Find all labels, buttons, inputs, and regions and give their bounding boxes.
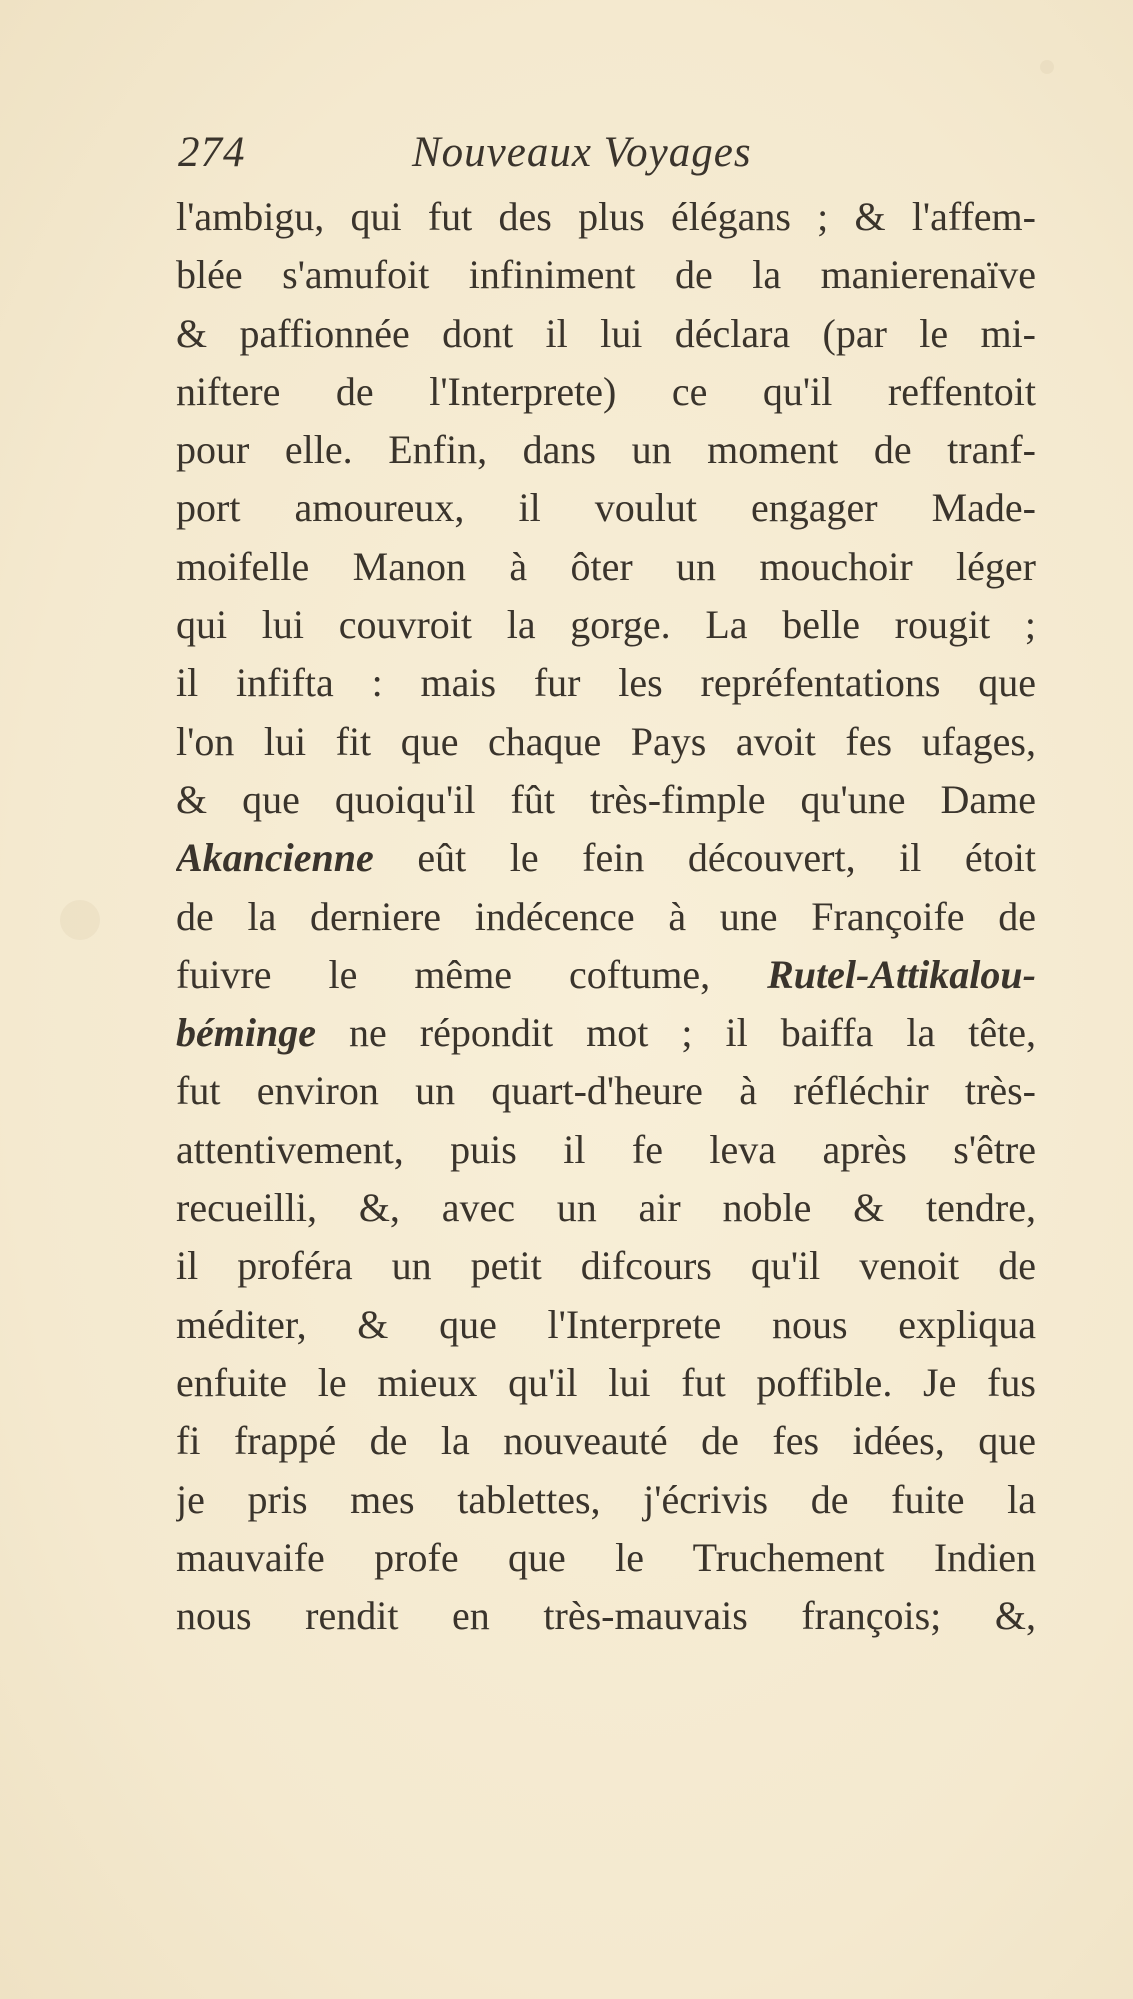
paper-stain — [1040, 60, 1054, 74]
page-number: 274 — [178, 129, 246, 176]
text-line: mauvaife profe que le Truchement Indien — [176, 1534, 1036, 1580]
running-title: Nouveaux Voyages — [412, 129, 752, 176]
text-line: fi frappé de la nouveauté de fes idées, que — [176, 1418, 1036, 1464]
paper-stain — [60, 900, 100, 940]
text-line: niftere de l'Interprete) ce qu'il reffentoit — [176, 368, 1036, 414]
text-line: l'on lui fit que chaque Pays avoit fes ufages, — [176, 718, 1036, 764]
text-line: pour elle. Enfin, dans un moment de tranf- — [176, 427, 1036, 473]
text-line: & paffionnée dont il lui déclara (par le mi- — [176, 310, 1036, 356]
text-line: de la derniere indécence à une Françoife de — [176, 893, 1036, 939]
text-line: & que quoiqu'il fût très-fimple qu'une Dame — [176, 776, 1036, 822]
body-text — [176, 188, 1036, 1645]
text-line: blée s'amufoit infiniment de la manierenaïve — [176, 252, 1036, 298]
text-line: recueilli, &, avec un air noble & tendre, — [176, 1185, 1036, 1231]
text-line: fuivre le même coftume, Rutel-Attikalou- — [176, 951, 1036, 997]
page-header — [178, 128, 978, 188]
text-line: Akancienne eût le fein découvert, il étoit — [176, 835, 1036, 881]
text-line: béminge ne répondit mot ; il baiffa la tête, — [176, 1010, 1036, 1056]
text-line: je pris mes tablettes, j'écrivis de fuite la — [176, 1476, 1036, 1522]
text-line: port amoureux, il voulut engager Made- — [176, 485, 1036, 531]
text-line: fut environ un quart-d'heure à réfléchir très- — [176, 1068, 1036, 1114]
text-line: enfuite le mieux qu'il lui fut poffible. Je fus — [176, 1359, 1036, 1405]
italic-proper-noun: Akancienne — [176, 835, 374, 881]
text-line: il proféra un petit difcours qu'il venoit de — [176, 1243, 1036, 1289]
text-line: méditer, & que l'Interprete nous expliqua — [176, 1301, 1036, 1347]
italic-proper-noun: béminge — [176, 1010, 316, 1056]
text-line: qui lui couvroit la gorge. La belle rougit ; — [176, 602, 1036, 648]
text-line: il infifta : mais fur les repréfentations que — [176, 660, 1036, 706]
text-line: moifelle Manon à ôter un mouchoir léger — [176, 543, 1036, 589]
text-line: attentivement, puis il fe leva après s'être — [176, 1126, 1036, 1172]
text-line: l'ambigu, qui fut des plus élégans ; & l'affem- — [176, 194, 1036, 239]
italic-proper-noun: Rutel-Attikalou- — [767, 951, 1036, 997]
text-line: nous rendit en très-mauvais françois; &, — [176, 1593, 1036, 1639]
